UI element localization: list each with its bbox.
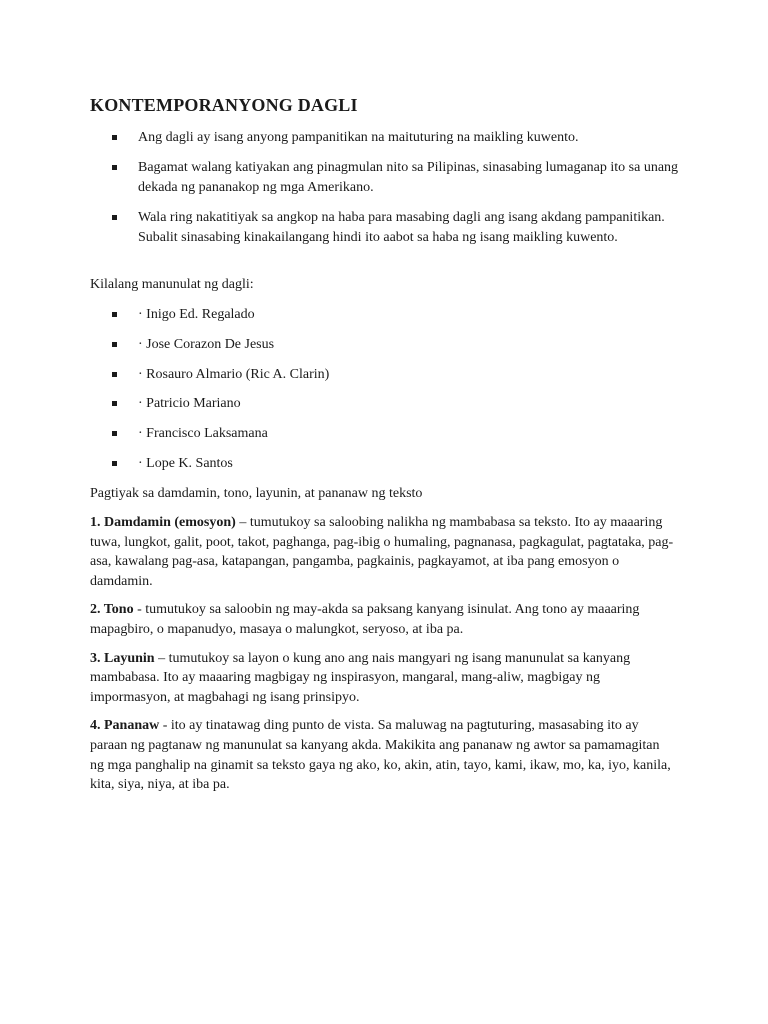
writers-list: [90, 305, 680, 484]
item-pananaw: [90, 716, 675, 794]
item-damdamin: [90, 513, 675, 591]
writer-item: · Jose Corazon De Jesus: [90, 335, 680, 355]
writer-item: · Patricio Mariano: [90, 394, 680, 414]
writer-item: · Inigo Ed. Regalado: [90, 305, 680, 325]
item-layunin: [90, 649, 675, 708]
list-item: Wala ring nakatitiyak sa angkop na haba para masabing dagli ang isang akdang pampanitikan. Subalit sinasabing kinakailangang hindi ito aabot sa haba ng isang maikling kuwento.: [90, 208, 680, 248]
document-title: KONTEMPORANYONG DAGLI: [90, 95, 358, 115]
item-term: 3. Layunin: [90, 650, 155, 666]
document-page: [90, 0, 680, 1024]
item-term: 1. Damdamin (emosyon): [90, 515, 236, 530]
writer-item: · Rosauro Almario (Ric A. Clarin): [90, 365, 680, 385]
item-term: 2. Tono: [90, 602, 134, 618]
analysis-heading: Pagtiyak sa damdamin, tono, layunin, at pananaw ng teksto: [90, 486, 423, 501]
list-item: Bagamat walang katiyakan ang pinagmulan nito sa Pilipinas, sinasabing lumaganap ito sa unang dekada ng pananakop ng mga Amerikano.: [90, 158, 680, 198]
item-text: - tumutukoy sa saloobin ng may-akda sa paksang kanyang isinulat. Ang tono ay maaaring mapagbiro, o mapanudyo, masaya o malungkot, seryoso, at iba pa.: [90, 602, 640, 637]
writer-item: · Francisco Laksamana: [90, 424, 680, 444]
item-tono: [90, 600, 675, 639]
item-term: 4. Pananaw: [90, 718, 160, 734]
intro-bullet-list: [90, 128, 680, 258]
item-text: – tumutukoy sa layon o kung ano ang nais mangyari ng isang manunulat sa kanyang mambabasa. Ito ay maaaring magbigay ng inspirasyon, mangaral, mang-aliw, magbigay ng impormasyon, at magbahagi ng isang prinsipyo.: [90, 650, 631, 705]
analysis-items: [90, 513, 675, 804]
item-text: - ito ay tinatawag ding punto de vista. Sa maluwag na pagtuturing, masasabing ito ay paraan ng pagtanaw ng manunulat sa kanyang akda. Makikita ang pananaw ng awtor sa pamamagitan ng mga panghalip na ginamit sa teksto gaya ng ako, ko, akin, atin, tayo, kami, ikaw, mo, ka, iyo, kanila, kita, siya, niya, at iba pa.: [90, 718, 671, 793]
item-text: – tumutukoy sa saloobing nalikha ng mambabasa sa teksto. Ito ay maaaring tuwa, lungkot, galit, poot, takot, paghanga, pag-ibig o humaling, pagnanasa, pagkagulat, pagtataka, pag-asa, kawalang pag-asa, katapangan, pangamba, pagkainis, pagkayamot, at iba pang emosyon o damdamin.: [90, 515, 674, 589]
writer-item: · Lope K. Santos: [90, 454, 680, 474]
writers-heading: Kilalang manunulat ng dagli:: [90, 277, 254, 292]
list-item: Ang dagli ay isang anyong pampanitikan na maituturing na maikling kuwento.: [90, 128, 680, 148]
